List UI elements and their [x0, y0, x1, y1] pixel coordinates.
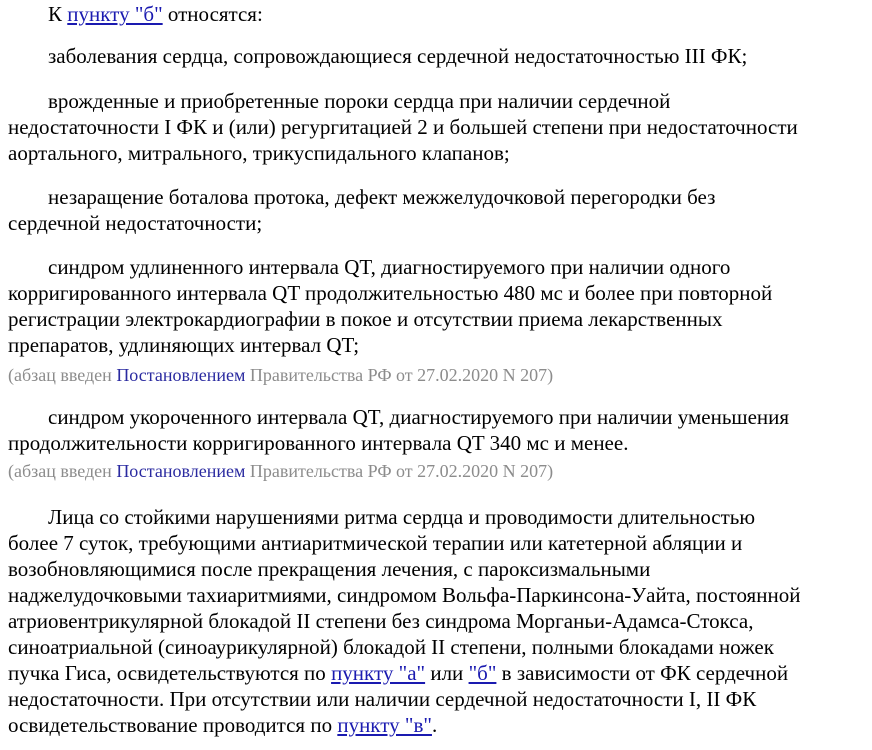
paragraph-short-qt	[0, 404, 872, 456]
line: сердечной недостаточности;	[8, 211, 263, 235]
line	[8, 660, 868, 686]
link-b[interactable]: "б"	[468, 661, 497, 685]
line-text: или	[425, 661, 469, 685]
line: препаратов, удлиняющих интервал QT;	[8, 333, 360, 357]
line: корригированного интервала QT продолжительностью 480 мс и более при повторной	[8, 281, 773, 305]
note-prefix: (абзац введен	[8, 365, 117, 385]
line: недостаточности I ФК и (или) регургитацией 2 и большей степени при недостаточности	[8, 115, 798, 139]
note-suffix: Правительства РФ от 27.02.2020 N 207)	[245, 461, 554, 481]
paragraph-ductus	[0, 184, 872, 236]
line-text: .	[431, 713, 438, 737]
line: синоатриальной (синоаурикулярной) блокадой II степени, полными блокадами ножек	[8, 635, 774, 659]
link-postanovlenie[interactable]: Постановлением	[116, 365, 246, 385]
line: незаращение боталова протока, дефект межжелудочковой перегородки без	[48, 185, 716, 209]
line: Лица со стойкими нарушениями ритма сердца и проводимости длительностью	[48, 505, 756, 529]
link-postanovlenie[interactable]: Постановлением	[116, 461, 246, 481]
intro-paragraph	[0, 1, 872, 27]
amendment-note	[0, 364, 553, 386]
paragraph-heart-defects	[0, 88, 872, 166]
line: атриовентрикулярной блокадой II степени без синдрома Морганьи-Адамса-Стокса,	[8, 609, 754, 633]
line: наджелудочковыми тахиаритмиями, синдромом Вольфа-Паркинсона-Уайта, постоянной	[8, 583, 801, 607]
amendment-note	[0, 460, 553, 482]
note-suffix: Правительства РФ от 27.02.2020 N 207)	[245, 365, 554, 385]
paragraph-long-qt	[0, 254, 872, 358]
paragraph-heart-failure	[0, 43, 872, 69]
line: синдром удлиненного интервала QT, диагностируемого при наличии одного	[48, 255, 731, 279]
line: врожденные и приобретенные пороки сердца при наличии сердечной	[48, 89, 671, 113]
line: продолжительности корригированного интервала QT 340 мс и менее.	[8, 431, 629, 455]
line: синдром укороченного интервала QT, диагностируемого при наличии уменьшения	[48, 405, 790, 429]
line-text: пучка Гиса, освидетельствуются по	[8, 661, 332, 685]
line: более 7 суток, требующими антиаритмической терапии или катетерной абляции и	[8, 531, 743, 555]
line: регистрации электрокардиографии в покое и отсутствии приема лекарственных	[8, 307, 723, 331]
line: аортального, митрального, трикуспидального клапанов;	[8, 141, 510, 165]
intro-prefix: К	[48, 2, 68, 26]
paragraph-text: заболевания сердца, сопровождающиеся сердечной недостаточностью III ФК;	[48, 44, 748, 68]
intro-suffix: относятся:	[162, 2, 263, 26]
link-punkt-a[interactable]: пункту "а"	[331, 661, 426, 685]
line	[8, 712, 868, 738]
link-punkt-b[interactable]: пункту "б"	[67, 2, 163, 26]
paragraph-arrhythmia	[0, 504, 872, 738]
line-text: освидетельствование проводится по	[8, 713, 338, 737]
line-text: в зависимости от ФК сердечной	[496, 661, 789, 685]
link-punkt-v[interactable]: пункту "в"	[337, 713, 432, 737]
line: возобновляющимися после прекращения лечения, с пароксизмальными	[8, 557, 651, 581]
line: недостаточности. При отсутствии или наличии сердечной недостаточности I, II ФК	[8, 687, 757, 711]
note-prefix: (абзац введен	[8, 461, 117, 481]
